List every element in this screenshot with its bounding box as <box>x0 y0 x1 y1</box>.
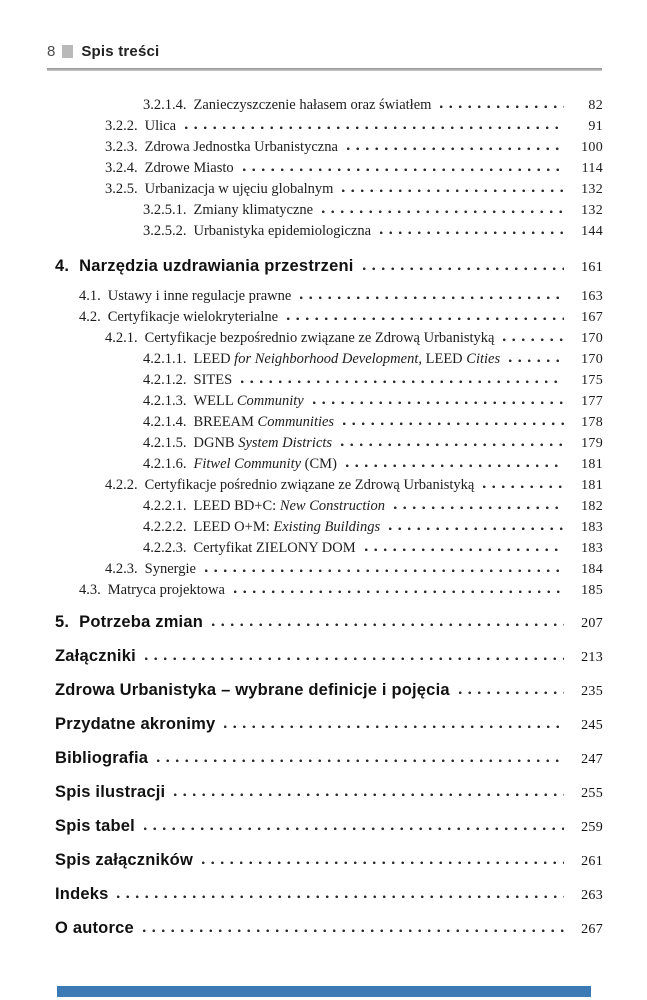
toc-leader-dots <box>502 338 564 342</box>
toc-entry-page: 91 <box>588 119 603 134</box>
toc-leader-dots <box>388 527 564 531</box>
toc-entry-label: Indeks <box>55 885 109 903</box>
toc-entry-page: 163 <box>581 289 603 304</box>
toc-entry-label: Zmiany klimatyczne <box>193 202 314 218</box>
toc-leader-dots <box>364 548 564 552</box>
toc-entry-number: 4.2. <box>79 309 101 325</box>
toc-entry-page: 179 <box>581 436 603 451</box>
toc-entry-page: 213 <box>581 650 603 665</box>
toc-entry <box>55 349 603 370</box>
toc-entry <box>55 580 603 601</box>
toc-entry-page: 132 <box>581 182 603 197</box>
toc-entry-label: Fitwel Community (CM) <box>193 456 337 472</box>
toc-leader-dots <box>379 231 564 235</box>
toc-entry-page: 82 <box>588 98 603 113</box>
page-header <box>47 43 602 71</box>
toc-entry-page: 144 <box>581 224 603 239</box>
toc-entry-label: Bibliografia <box>55 749 149 767</box>
toc-leader-dots <box>299 296 564 300</box>
toc-entry-label: BREEAM Communities <box>193 414 335 430</box>
toc-entry-number: 3.2.3. <box>105 139 138 155</box>
toc-entry-label: Zanieczyszczenie hałasem oraz światłem <box>193 97 432 113</box>
toc-entry-page: 181 <box>581 457 603 472</box>
toc-entry-number: 4.2.1.4. <box>143 414 187 430</box>
toc-leader-dots <box>201 861 564 865</box>
toc-entry <box>55 747 603 771</box>
toc-entry-label: Urbanizacja w ujęciu globalnym <box>144 181 334 197</box>
toc-entry-page: 114 <box>581 161 603 176</box>
toc-entry-number: 4.2.1. <box>105 330 138 346</box>
toc-entry-label: Zdrowa Jednostka Urbanistyczna <box>144 139 338 155</box>
toc-entry-page: 161 <box>581 260 603 275</box>
toc-entry-label: WELL Community <box>193 393 304 409</box>
toc-entry-label: Przydatne akronimy <box>55 715 216 733</box>
toc-entry <box>55 116 603 137</box>
toc-entry <box>55 679 603 703</box>
toc-entry <box>55 611 603 635</box>
toc-entry-number: 4. <box>55 257 70 275</box>
toc-entry-page: 170 <box>581 331 603 346</box>
toc-entry <box>55 95 603 116</box>
toc-entry <box>55 538 603 559</box>
toc-entry-number: 4.2.2.3. <box>143 540 187 556</box>
toc-entry <box>55 815 603 839</box>
toc-entry-page: 182 <box>581 499 603 514</box>
toc-entry-number: 4.2.2. <box>105 477 138 493</box>
toc-entry-label: Zdrowe Miasto <box>144 160 234 176</box>
toc-entry-page: 132 <box>581 203 603 218</box>
toc-list <box>55 95 603 941</box>
toc-leader-dots <box>144 657 564 661</box>
toc-entry-page: 245 <box>581 718 603 733</box>
toc-entry-number: 5. <box>55 613 70 631</box>
toc-entry-label: Spis załączników <box>55 851 193 869</box>
toc-entry-number: 3.2.5.2. <box>143 223 187 239</box>
toc-entry-number: 4.1. <box>79 288 101 304</box>
toc-leader-dots <box>240 380 564 384</box>
toc-leader-dots <box>242 168 564 172</box>
toc-entry <box>55 496 603 517</box>
toc-leader-dots <box>223 725 564 729</box>
toc-leader-dots <box>345 464 564 468</box>
toc-leader-dots <box>233 590 564 594</box>
toc-entry-label: Urbanistyka epidemiologiczna <box>193 223 372 239</box>
toc-entry-label: LEED for Neighborhood Development, LEED Cities <box>193 351 501 367</box>
toc-entry-page: 259 <box>581 820 603 835</box>
toc-entry-page: 181 <box>581 478 603 493</box>
toc-leader-dots <box>458 691 564 695</box>
toc-entry-label: Załączniki <box>55 647 136 665</box>
toc-entry-page: 184 <box>581 562 603 577</box>
page-number: 8 <box>47 43 56 60</box>
toc-entry <box>55 221 603 242</box>
toc-entry <box>55 158 603 179</box>
toc-entry <box>55 286 603 307</box>
toc-entry <box>55 883 603 907</box>
toc-entry-number: 4.2.2.2. <box>143 519 187 535</box>
toc-entry-label: Spis tabel <box>55 817 135 835</box>
toc-entry-number: 3.2.5. <box>105 181 138 197</box>
toc-entry-number: 4.2.2.1. <box>143 498 187 514</box>
toc-leader-dots <box>286 317 564 321</box>
toc-entry <box>55 412 603 433</box>
toc-entry-label: LEED O+M: Existing Buildings <box>193 519 381 535</box>
toc-entry-page: 167 <box>581 310 603 325</box>
toc-entry-label: Certyfikat ZIELONY DOM <box>193 540 356 556</box>
toc-entry-page: 100 <box>581 140 603 155</box>
toc-entry-label: Narzędzia uzdrawiania przestrzeni <box>79 257 354 275</box>
toc-entry-page: 263 <box>581 888 603 903</box>
toc-entry-label: Synergie <box>144 561 196 577</box>
toc-leader-dots <box>321 210 564 214</box>
toc-entry-label: Spis ilustracji <box>55 783 166 801</box>
toc-leader-dots <box>204 569 564 573</box>
toc-leader-dots <box>341 189 564 193</box>
toc-entry-number: 3.2.4. <box>105 160 138 176</box>
toc-entry-page: 207 <box>581 616 603 631</box>
toc-entry-number: 4.2.3. <box>105 561 138 577</box>
toc-leader-dots <box>340 443 564 447</box>
toc-entry <box>55 475 603 496</box>
toc-entry-number: 4.2.1.2. <box>143 372 187 388</box>
toc-entry <box>55 454 603 475</box>
toc-entry <box>55 781 603 805</box>
header-square-marker-icon <box>62 45 73 58</box>
toc-entry-number: 3.2.2. <box>105 118 138 134</box>
toc-leader-dots <box>116 895 564 899</box>
toc-entry-label: Ulica <box>144 118 177 134</box>
toc-entry-page: 170 <box>581 352 603 367</box>
toc-leader-dots <box>143 827 564 831</box>
toc-entry-label: Zdrowa Urbanistyka – wybrane definicje i pojęcia <box>55 681 450 699</box>
toc-entry-page: 185 <box>581 583 603 598</box>
toc-entry-page: 255 <box>581 786 603 801</box>
toc-entry-page: 261 <box>581 854 603 869</box>
toc-leader-dots <box>156 759 564 763</box>
toc-entry-page: 175 <box>581 373 603 388</box>
toc-entry <box>55 517 603 538</box>
toc-entry <box>55 179 603 200</box>
toc-entry <box>55 433 603 454</box>
toc-leader-dots <box>508 359 564 363</box>
toc-leader-dots <box>482 485 564 489</box>
toc-entry <box>55 713 603 737</box>
toc-entry-number: 4.2.1.6. <box>143 456 187 472</box>
toc-leader-dots <box>393 506 564 510</box>
toc-leader-dots <box>346 147 564 151</box>
toc-entry-page: 183 <box>581 520 603 535</box>
toc-entry-label: Matryca projektowa <box>107 582 225 598</box>
toc-entry <box>55 255 603 279</box>
toc-entry-label: DGNB System Districts <box>193 435 333 451</box>
toc-entry-page: 178 <box>581 415 603 430</box>
toc-entry <box>55 307 603 328</box>
toc-entry-number: 3.2.1.4. <box>143 97 187 113</box>
toc-entry-label: O autorce <box>55 919 134 937</box>
toc-entry-page: 183 <box>581 541 603 556</box>
toc-entry <box>55 849 603 873</box>
toc-leader-dots <box>342 422 564 426</box>
toc-entry-number: 4.3. <box>79 582 101 598</box>
toc-entry-page: 247 <box>581 752 603 767</box>
footer-accent-bar <box>57 986 591 997</box>
toc-leader-dots <box>362 267 564 271</box>
toc-entry-page: 267 <box>581 922 603 937</box>
toc-entry-label: Certyfikacje wielokryterialne <box>107 309 279 325</box>
toc-entry <box>55 391 603 412</box>
toc-leader-dots <box>184 126 564 130</box>
toc-leader-dots <box>173 793 564 797</box>
toc-entry <box>55 137 603 158</box>
toc-entry <box>55 645 603 669</box>
toc-entry <box>55 200 603 221</box>
toc-leader-dots <box>211 623 564 627</box>
toc-entry-number: 3.2.5.1. <box>143 202 187 218</box>
toc-leader-dots <box>142 929 564 933</box>
toc-entry-page: 177 <box>581 394 603 409</box>
toc-entry-label: LEED BD+C: New Construction <box>193 498 385 514</box>
toc-entry-number: 4.2.1.1. <box>143 351 187 367</box>
toc-entry-label: Potrzeba zmian <box>79 613 203 631</box>
toc-entry-label: Ustawy i inne regulacje prawne <box>107 288 292 304</box>
toc-entry-number: 4.2.1.3. <box>143 393 187 409</box>
page-header-row <box>47 43 602 60</box>
toc-entry <box>55 917 603 941</box>
toc-entry <box>55 559 603 580</box>
toc-entry-label: Certyfikacje pośrednio związane ze Zdrową Urbanistyką <box>144 477 475 493</box>
toc-entry-page: 235 <box>581 684 603 699</box>
toc-leader-dots <box>439 105 564 109</box>
page-title: Spis treści <box>81 43 160 60</box>
toc-leader-dots <box>312 401 564 405</box>
toc-entry-label: Certyfikacje bezpośrednio związane ze Zdrową Urbanistyką <box>144 330 495 346</box>
toc-entry-label: SITES <box>193 372 233 388</box>
toc-entry <box>55 328 603 349</box>
toc-entry <box>55 370 603 391</box>
toc-entry-number: 4.2.1.5. <box>143 435 187 451</box>
header-rule <box>47 68 602 71</box>
